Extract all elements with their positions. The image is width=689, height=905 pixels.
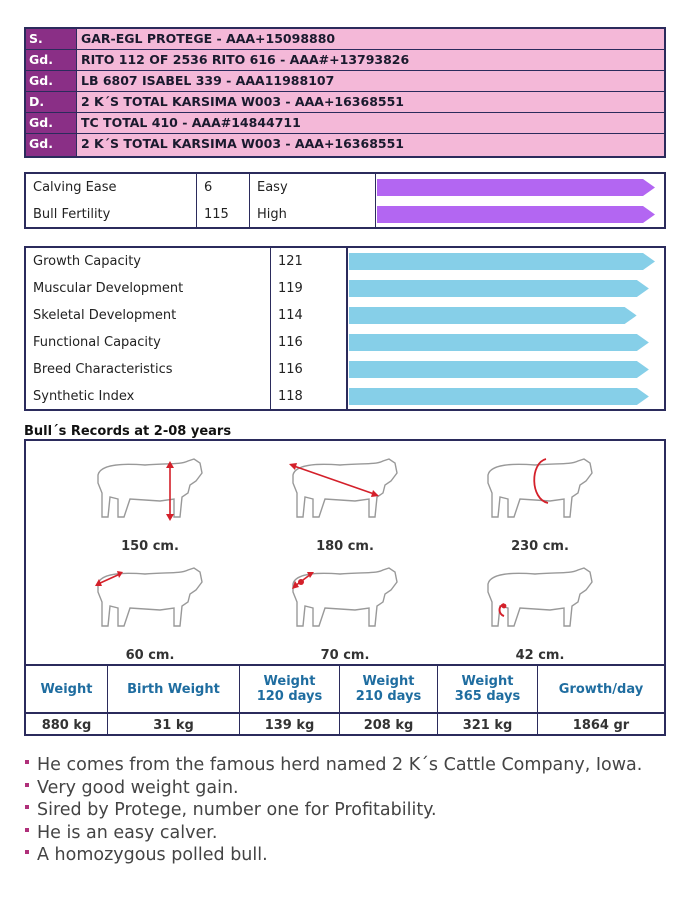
index-value: 116 bbox=[271, 329, 348, 356]
pedigree-row bbox=[26, 29, 664, 50]
index-row bbox=[26, 302, 664, 329]
list-item bbox=[22, 799, 672, 822]
index-row bbox=[26, 356, 664, 383]
bar-arrow-shape bbox=[349, 253, 655, 270]
records-title: Bull´s Records at 2-08 years bbox=[24, 424, 232, 439]
trait-row bbox=[26, 201, 664, 228]
measure-length bbox=[270, 447, 420, 552]
index-row bbox=[26, 329, 664, 356]
weight-header: Weight 365 days bbox=[438, 666, 538, 712]
bar-arrow-shape bbox=[349, 361, 649, 378]
pedigree-row bbox=[26, 71, 664, 92]
bull-rump-length-icon bbox=[90, 562, 210, 632]
trait-value: 115 bbox=[197, 201, 250, 228]
weight-table bbox=[26, 664, 664, 736]
bullet-icon bbox=[25, 850, 29, 854]
bar-arrow-shape bbox=[349, 334, 649, 351]
bull-chest-girth-icon bbox=[480, 453, 600, 523]
list-item-text: He comes from the famous herd named 2 K´s Cattle Company, Iowa. bbox=[37, 755, 643, 775]
measure-value: 230 cm. bbox=[511, 539, 569, 554]
weight-value: 880 kg bbox=[26, 712, 108, 736]
index-bar-cell bbox=[348, 302, 664, 329]
measure-rump-width bbox=[270, 556, 420, 661]
index-name: Skeletal Development bbox=[26, 302, 271, 329]
measure-scrotal bbox=[465, 556, 615, 661]
weight-value: 31 kg bbox=[108, 712, 240, 736]
index-bar-cell bbox=[348, 275, 664, 302]
list-item-text: Very good weight gain. bbox=[37, 777, 239, 798]
index-name: Breed Characteristics bbox=[26, 356, 271, 383]
pedigree-row bbox=[26, 92, 664, 113]
bar-arrow-shape bbox=[349, 388, 649, 405]
bullet-icon bbox=[25, 783, 29, 787]
index-bar bbox=[349, 307, 655, 324]
bar-arrow-shape bbox=[349, 280, 649, 297]
index-table bbox=[24, 246, 666, 411]
weight-value: 208 kg bbox=[340, 712, 438, 736]
measure-value: 70 cm. bbox=[320, 648, 370, 663]
pedigree-name: 2 K´S TOTAL KARSIMA W003 - AAA+16368551 bbox=[77, 134, 664, 155]
weight-header: Weight 210 days bbox=[340, 666, 438, 712]
trait-description: Easy bbox=[250, 174, 376, 201]
feature-list bbox=[22, 754, 672, 867]
index-bar bbox=[349, 253, 655, 270]
weight-header: Weight 120 days bbox=[240, 666, 340, 712]
index-value: 121 bbox=[271, 248, 348, 275]
trait-bar bbox=[377, 206, 655, 223]
index-bar bbox=[349, 280, 655, 297]
index-bar bbox=[349, 334, 655, 351]
bullet-icon bbox=[25, 828, 29, 832]
measure-rump-length bbox=[75, 556, 225, 661]
bull-length-icon bbox=[285, 453, 405, 523]
index-bar bbox=[349, 361, 655, 378]
pedigree-row bbox=[26, 50, 664, 71]
pedigree-name: GAR-EGL PROTEGE - AAA+15098880 bbox=[77, 29, 664, 49]
trait-row bbox=[26, 174, 664, 201]
pedigree-relation: S. bbox=[26, 29, 77, 49]
pedigree-table bbox=[24, 27, 666, 158]
measure-chest bbox=[465, 447, 615, 552]
index-value: 119 bbox=[271, 275, 348, 302]
records-box bbox=[24, 439, 666, 736]
trait-bar bbox=[377, 179, 655, 196]
pedigree-relation: Gd. bbox=[26, 71, 77, 91]
list-item-text: A homozygous polled bull. bbox=[37, 845, 268, 865]
index-row bbox=[26, 383, 664, 410]
trait-name: Bull Fertility bbox=[26, 201, 197, 228]
list-item bbox=[22, 777, 672, 800]
weight-value-row bbox=[26, 712, 664, 736]
pedigree-row bbox=[26, 134, 664, 155]
list-item-text: He is an easy calver. bbox=[37, 822, 218, 843]
bar-arrow-shape bbox=[377, 179, 655, 196]
pedigree-relation: Gd. bbox=[26, 134, 77, 155]
weight-value: 321 kg bbox=[438, 712, 538, 736]
bull-rump-width-icon bbox=[285, 562, 405, 632]
measure-value: 60 cm. bbox=[125, 648, 175, 663]
bar-arrow-shape bbox=[377, 206, 655, 223]
index-bar-cell bbox=[348, 383, 664, 410]
bull-height-icon bbox=[90, 453, 210, 523]
index-name: Muscular Development bbox=[26, 275, 271, 302]
list-item bbox=[22, 844, 672, 867]
index-value: 118 bbox=[271, 383, 348, 410]
index-name: Growth Capacity bbox=[26, 248, 271, 275]
trait-description: High bbox=[250, 201, 376, 228]
weight-value: 1864 gr bbox=[538, 712, 664, 736]
pedigree-name: TC TOTAL 410 - AAA#14844711 bbox=[77, 113, 664, 133]
pedigree-name: RITO 112 OF 2536 RITO 616 - AAA#+13793826 bbox=[77, 50, 664, 70]
bullet-icon bbox=[25, 805, 29, 809]
index-name: Functional Capacity bbox=[26, 329, 271, 356]
weight-value: 139 kg bbox=[240, 712, 340, 736]
weight-header: Birth Weight bbox=[108, 666, 240, 712]
bar-arrow-shape bbox=[349, 307, 637, 324]
list-item bbox=[22, 822, 672, 845]
index-name: Synthetic Index bbox=[26, 383, 271, 410]
pedigree-name: LB 6807 ISABEL 339 - AAA11988107 bbox=[77, 71, 664, 91]
measure-height bbox=[75, 447, 225, 552]
bull-scrotal-icon bbox=[480, 562, 600, 632]
index-bar-cell bbox=[348, 248, 664, 275]
trait-name: Calving Ease bbox=[26, 174, 197, 201]
pedigree-row bbox=[26, 113, 664, 134]
breeding-traits-table bbox=[24, 172, 666, 229]
weight-header-row bbox=[26, 666, 664, 712]
pedigree-relation: Gd. bbox=[26, 50, 77, 70]
trait-value: 6 bbox=[197, 174, 250, 201]
index-bar-cell bbox=[348, 356, 664, 383]
measure-value: 42 cm. bbox=[515, 648, 565, 663]
pedigree-relation: D. bbox=[26, 92, 77, 112]
list-item bbox=[22, 754, 672, 777]
pedigree-relation: Gd. bbox=[26, 113, 77, 133]
index-row bbox=[26, 248, 664, 275]
index-bar bbox=[349, 388, 655, 405]
trait-bar-cell bbox=[376, 201, 664, 228]
index-row bbox=[26, 275, 664, 302]
trait-bar-cell bbox=[376, 174, 664, 201]
index-value: 116 bbox=[271, 356, 348, 383]
bullet-icon bbox=[25, 760, 29, 764]
measure-value: 150 cm. bbox=[121, 539, 179, 554]
index-bar-cell bbox=[348, 329, 664, 356]
list-item-text: Sired by Protege, number one for Profitability. bbox=[37, 800, 437, 820]
measure-value: 180 cm. bbox=[316, 539, 374, 554]
weight-header: Weight bbox=[26, 666, 108, 712]
index-value: 114 bbox=[271, 302, 348, 329]
weight-header: Growth/day bbox=[558, 681, 644, 697]
pedigree-name: 2 K´S TOTAL KARSIMA W003 - AAA+16368551 bbox=[77, 92, 664, 112]
